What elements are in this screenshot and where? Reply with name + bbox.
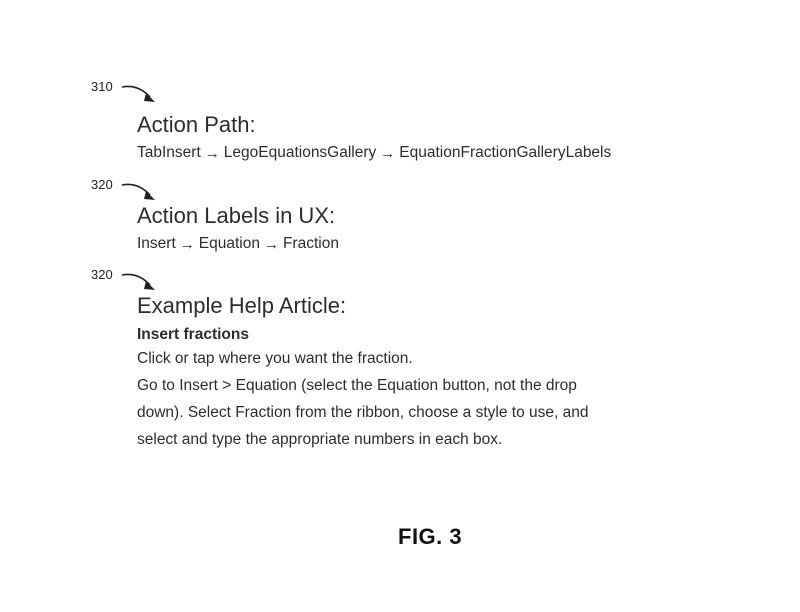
- right-arrow-icon: →: [263, 235, 279, 253]
- article-line: down). Select Fraction from the ribbon, choose a style to use, and: [137, 404, 589, 421]
- right-arrow-icon: →: [380, 144, 396, 162]
- reference-numeral-320: 320: [91, 177, 113, 192]
- action-labels-heading: Action Labels in UX:: [137, 203, 336, 228]
- figure-label: FIG. 3: [398, 524, 463, 549]
- action-path: [137, 144, 611, 162]
- right-arrow-icon: →: [204, 144, 220, 162]
- path-step: LegoEquationsGallery: [223, 144, 377, 161]
- path-step: TabInsert: [137, 144, 201, 161]
- action-path-heading: Action Path:: [137, 112, 256, 137]
- label-step: Insert: [137, 235, 176, 252]
- reference-numeral-310: 310: [91, 79, 113, 94]
- path-step: EquationFractionGalleryLabels: [399, 144, 612, 161]
- label-step: Equation: [198, 235, 260, 252]
- right-arrow-icon: →: [179, 235, 195, 253]
- reference-numeral-320: 320: [91, 267, 113, 282]
- article-title: Insert fractions: [137, 326, 249, 343]
- article-line: select and type the appropriate numbers in each box.: [137, 431, 503, 448]
- help-article-heading: Example Help Article:: [137, 293, 347, 318]
- article-line: Click or tap where you want the fraction.: [137, 350, 413, 367]
- label-step: Fraction: [282, 235, 339, 252]
- article-line: Go to Insert > Equation (select the Equation button, not the drop: [137, 377, 577, 394]
- leader-arrow-icon: [120, 82, 160, 108]
- action-labels-path: [137, 235, 339, 253]
